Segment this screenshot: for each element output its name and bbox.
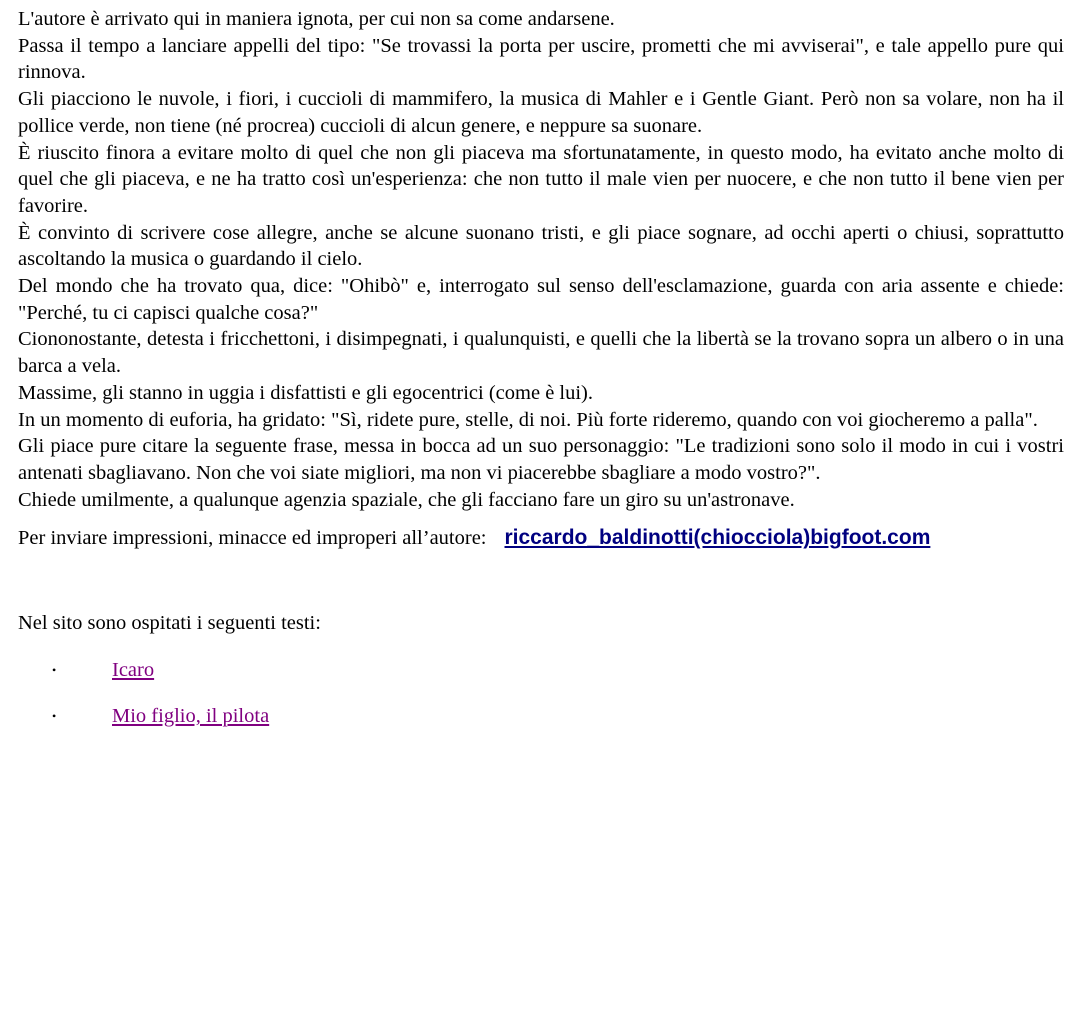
text-link-mio-figlio-il-pilota[interactable]: Mio figlio, il pilota <box>112 704 270 727</box>
bio-paragraph-1: L'autore è arrivato qui in maniera ignota, per cui non sa come andarsene. <box>18 8 615 30</box>
list-item <box>18 657 1064 684</box>
author-email-link[interactable]: riccardo_baldinotti(chiocciola)bigfoot.com <box>504 526 931 550</box>
bullet-icon: • <box>52 708 57 723</box>
contact-label: Per inviare impressioni, minacce ed improperi all’autore: <box>18 527 487 550</box>
bio-paragraph-8: Massime, gli stanno in uggia i disfattisti e gli egocentrici (come è lui). <box>18 381 594 404</box>
list-item <box>18 703 1064 730</box>
bio-paragraph-9: In un momento di euforia, ha gridato: "Sì, ridete pure, stelle, di noi. Più forte rideremo, quando con voi giocheremo a palla". <box>18 408 1038 431</box>
bio-paragraph-11: Chiede umilmente, a qualunque agenzia spaziale, che gli facciano fare un giro su un'astronave. <box>18 488 795 511</box>
bio-paragraph-6: Del mondo che ha trovato qua, dice: "Ohibò" e, interrogato sul senso dell'esclamazione, guarda con aria assente e chiede: "Perché, tu ci capisci qualche cosa?" <box>18 275 1064 324</box>
bio-paragraph-2: Passa il tempo a lanciare appelli del tipo: "Se trovassi la porta per uscire, prometti che mi avviserai", e tale appello pure qui rinnova. <box>18 34 1064 84</box>
bio-paragraph-3: Gli piacciono le nuvole, i fiori, i cuccioli di mammifero, la musica di Mahler e i Gentle Giant. Però non sa volare, non ha il pollice verde, non tiene (né procrea) cuccioli di alcun genere, e neppure sa suonare. <box>18 88 1064 137</box>
bullet-icon: • <box>52 662 57 677</box>
text-link-icaro[interactable]: Icaro <box>112 658 155 681</box>
author-bio <box>18 6 1064 513</box>
hosted-texts-list <box>18 657 1064 730</box>
bio-paragraph-7: Ciononostante, detesta i fricchettoni, i disimpegnati, i qualunquisti, e quelli che la libertà se la trovano sopra un albero o in una barca a vela. <box>18 328 1064 378</box>
bio-paragraph-5: È convinto di scrivere cose allegre, anche se alcune suonano tristi, e gli piace sognare, ad occhi aperti o chiusi, soprattutto ascoltando la musica o guardando il cielo. <box>18 221 1064 271</box>
bio-paragraph-4: È riuscito finora a evitare molto di quel che non gli piaceva ma sfortunatamente, in questo modo, ha evitato anche molto di quel che gli piaceva, e ne ha tratto così un'esperienza: che non tutto il male vien per nuocere, e che non tutto il bene vien per favorire. <box>18 141 1064 217</box>
hosted-texts-intro: Nel sito sono ospitati i seguenti testi: <box>18 612 321 635</box>
bio-paragraph-10: Gli piace pure citare la seguente frase, messa in bocca ad un suo personaggio: "Le tradizioni sono solo il modo in cui i vostri antenati sbagliavano. Non che voi siate migliori, ma non vi piacerebbe sbagliare a modo vostro?". <box>18 435 1064 484</box>
page-content <box>18 6 1064 749</box>
contact-line <box>18 525 1064 552</box>
